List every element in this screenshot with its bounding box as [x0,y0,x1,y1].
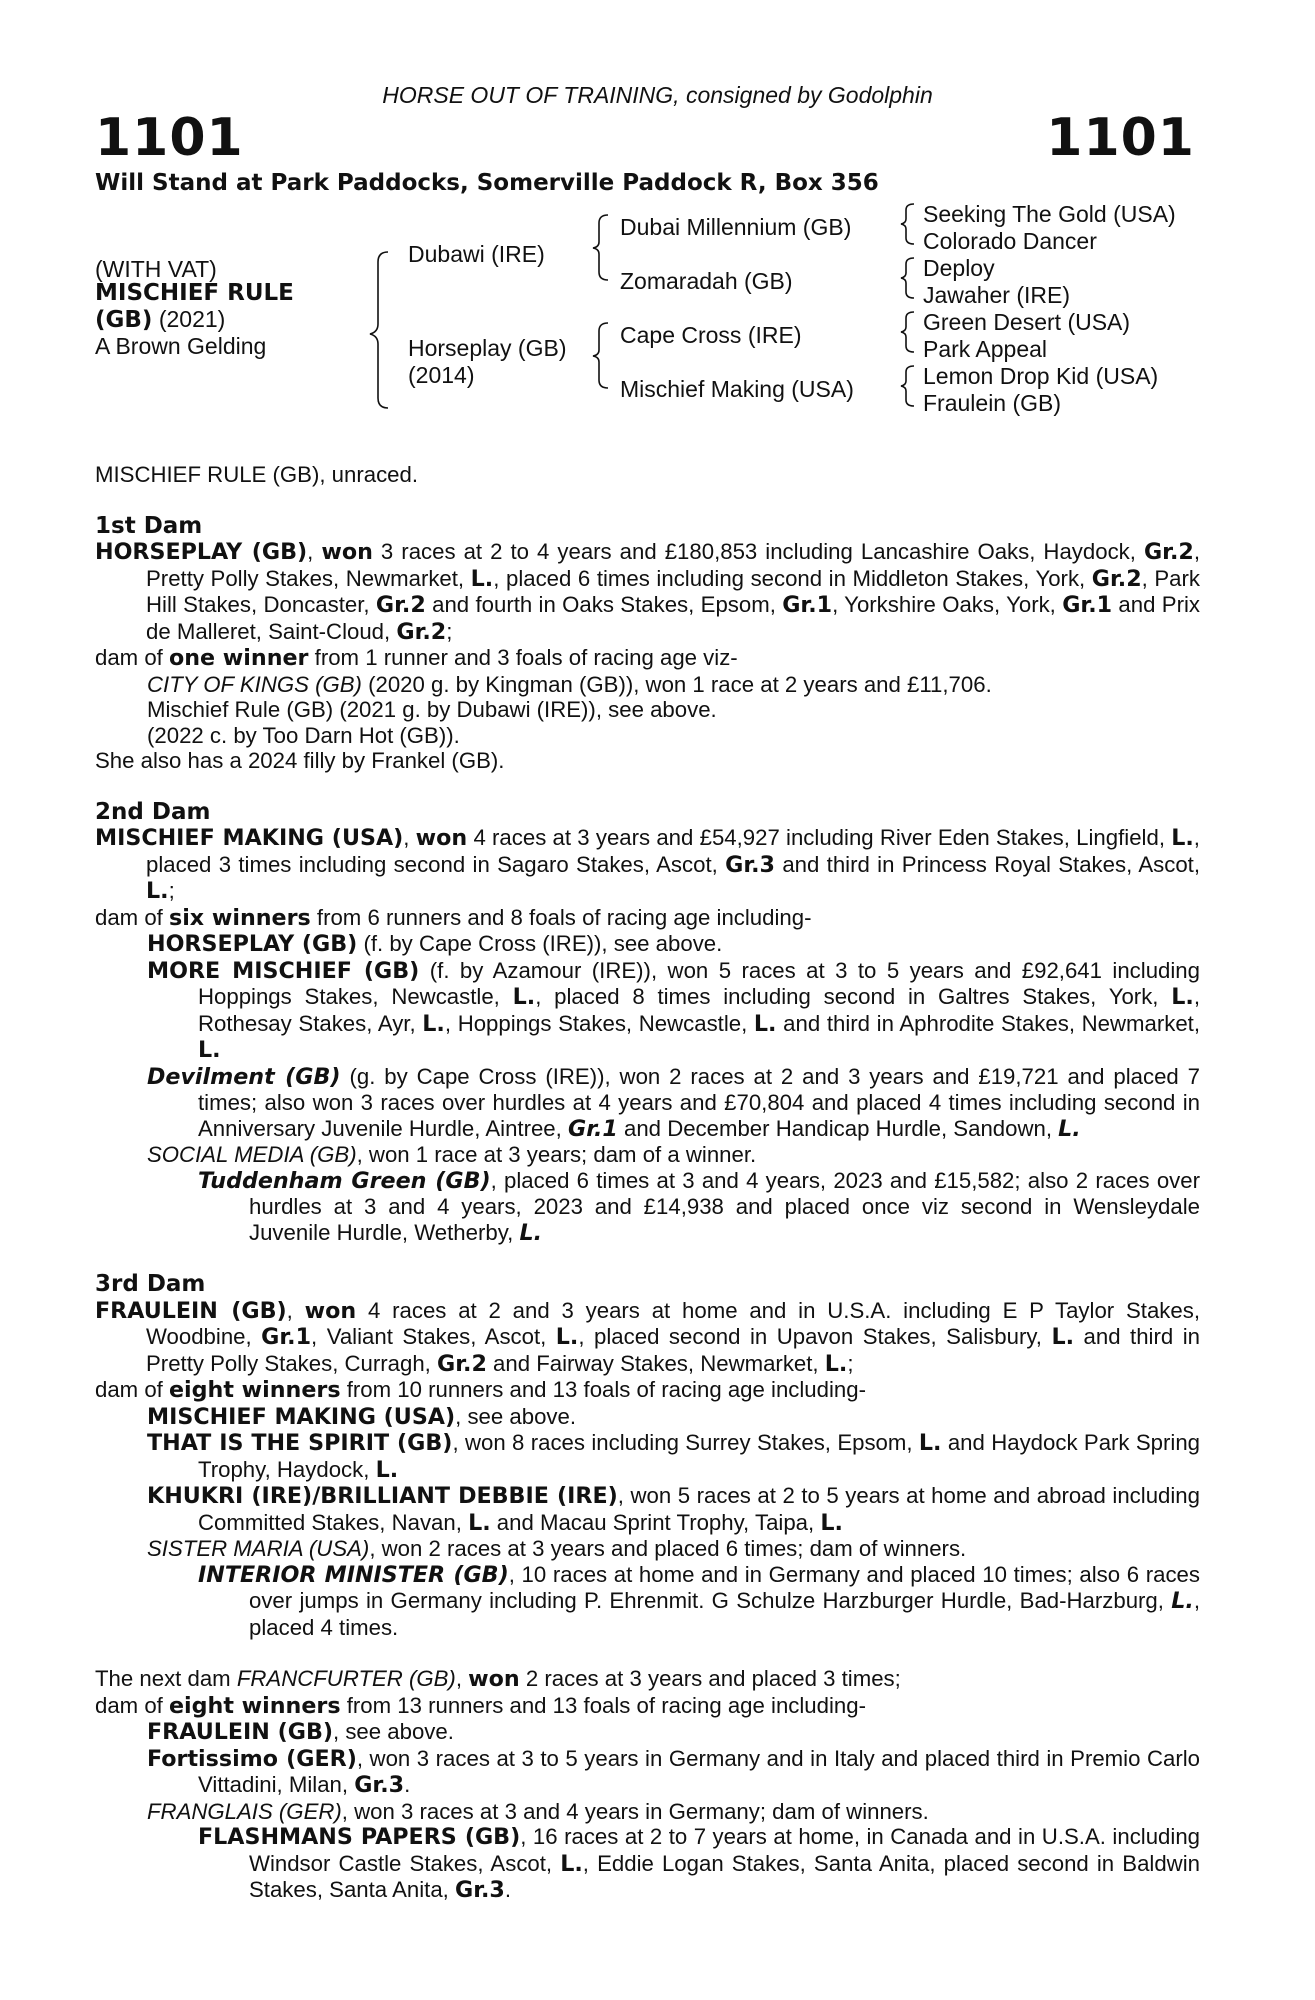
catalogue-body [95,462,1200,1904]
bracket-sire [593,215,608,280]
second-dam-heading: 2nd Dam [95,798,211,825]
horse-race-record: MISCHIEF RULE (GB), unraced. [95,462,419,487]
ped-sss: Seeking The Gold (USA) [923,201,1176,227]
third-dam-record: FRAULEIN (GB), won 4 races at 2 and 3 years at home and in U.S.A. including E P Taylor Stakes, Woodbine, Gr.1, Valiant Stakes, Ascot, L., placed second in Upavon Stakes, Salisbury, L. and third in Pretty Polly Stakes, Curragh, Gr.2 and Fairway Stakes, Newmarket, L.; [95,1297,1200,1377]
dam-year: (2014) [408,362,475,388]
bracket-ds [901,312,914,352]
dam: Horseplay (GB) [408,335,567,361]
first-dam-record: HORSEPLAY (GB), won 3 races at 2 to 4 years and £180,853 including Lancashire Oaks, Haydock, Gr.2, Pretty Polly Stakes, Newmarket, L., placed 6 times including second in Middleton Stakes, York, Gr.2, Park Hill Stakes, Doncaster, Gr.2 and fourth in Oaks Stakes, Epsom, Gr.1, Yorkshire Oaks, York, Gr.1 and Prix de Malleret, Saint-Cloud, Gr.2; [95,539,1200,645]
horse-name: MISCHIEF RULE [95,280,294,306]
grandfoal-interior-minister: INTERIOR MINISTER (GB), 10 races at home and in Germany and placed 10 times; also 6 races over jumps in Germany including P. Ehrenmit. G Schulze Harzburger Hurdle, Bad-Harzburg, L., placed 4 times. [198,1561,1200,1640]
ped-ddd: Fraulein (GB) [923,390,1062,416]
fourth-dam-produce-summary: dam of eight winners from 13 runners and 13 foals of racing age including- [95,1692,866,1719]
vat-note: (WITH VAT) [95,256,217,282]
third-dam-foal-khukri: KHUKRI (IRE)/BRILLIANT DEBBIE (IRE), won 5 races at 2 to 5 years at home and abroad including Committed Stakes, Navan, L. and Macau Sprint Trophy, Taipa, L. [147,1483,1200,1536]
first-dam-produce-summary: dam of one winner from 1 runner and 3 foals of racing age viz- [95,645,738,671]
lot-number-right: 1101 [1046,108,1195,168]
dam-sire: Cape Cross (IRE) [620,322,802,348]
ped-sdd: Jawaher (IRE) [923,282,1070,308]
third-dam-foal-that-is-the-spirit: THAT IS THE SPIRIT (GB), won 8 races including Surrey Stakes, Epsom, L. and Haydock Park Spring Trophy, Haydock, L. [147,1430,1201,1483]
ped-sds: Deploy [923,255,995,281]
stabling-location: Will Stand at Park Paddocks, Somerville Paddock R, Box 356 [95,170,879,196]
lot-number-left: 1101 [95,108,244,168]
bracket-dd [901,366,914,406]
sire: Dubawi (IRE) [408,241,545,267]
second-dam-foal-social-media: SOCIAL MEDIA (GB), won 1 race at 3 years; dam of a winner. [147,1142,757,1167]
ped-dds: Lemon Drop Kid (USA) [923,363,1159,389]
grandfoal-tuddenham-green: Tuddenham Green (GB), placed 6 times at 3 and 4 years, 2023 and £15,582; also 2 races over hurdles at 3 and 4 years, 2023 and £14,938 and placed once viz second in Wensleydale Juvenile Hurdle, Wetherby, L. [198,1167,1200,1246]
third-dam-foal-mischief-making: MISCHIEF MAKING (USA), see above. [147,1403,577,1430]
first-dam-foal-2022: (2022 c. by Too Darn Hot (GB)). [147,722,460,748]
first-dam-foal-mischief-rule: Mischief Rule (GB) (2021 g. by Dubawi (IRE)), see above. [147,697,717,722]
fourth-dam-foal-fraulein: FRAULEIN (GB), see above. [147,1719,454,1745]
grandfoal-flashmans-papers: FLASHMANS PAPERS (GB), 16 races at 2 to 7 years at home, in Canada and in U.S.A. including Windsor Castle Stakes, Ascot, L., Eddie Logan Stakes, Santa Anita, placed second in Baldwin Stakes, Santa Anita, Gr.3. [198,1824,1200,1903]
third-dam-produce-summary: dam of eight winners from 10 runners and 13 foals of racing age including- [95,1377,866,1403]
third-dam-heading: 3rd Dam [95,1271,206,1297]
first-dam-filly-note: She also has a 2024 filly by Frankel (GB). [95,748,505,773]
bracket-dam [593,323,608,388]
pedigree-brackets [0,0,1315,420]
bracket-main [370,252,388,408]
second-dam-foal-more-mischief: MORE MISCHIEF (GB) (f. by Azamour (IRE)), won 5 races at 3 to 5 years and £92,641 including Hoppings Stakes, Newcastle, L., placed 8 times including second in Galtres Stakes, York, L., Rothesay Stakes, Ayr, L., Hoppings Stakes, Newcastle, L. and third in Aphrodite Stakes, Newmarket, L. [147,957,1200,1063]
second-dam-produce-summary: dam of six winners from 6 runners and 8 foals of racing age including- [95,904,812,931]
second-dam-foal-devilment: Devilment (GB) (g. by Cape Cross (IRE)), won 2 races at 2 and 3 years and £19,721 and placed 7 times; also won 3 races over hurdles at 4 years and £70,804 and placed 4 times including second in Anniversary Juvenile Hurdle, Aintree, Gr.1 and December Handicap Hurdle, Sandown, L. [147,1063,1200,1142]
bracket-sd [901,258,914,298]
third-dam-foal-sister-maria: SISTER MARIA (USA), won 2 races at 3 years and placed 6 times; dam of winners. [147,1536,967,1561]
bracket-ss [901,204,914,244]
dam-dam: Mischief Making (USA) [620,376,854,402]
sire-sire: Dubai Millennium (GB) [620,214,852,240]
ped-dss: Green Desert (USA) [923,309,1131,335]
first-dam-foal-city-of-kings: CITY OF KINGS (GB) (2020 g. by Kingman (GB)), won 1 race at 2 years and £11,706. [147,671,992,697]
horse-year: (2021) [152,306,226,332]
consignment-header: HORSE OUT OF TRAINING, consigned by Godolphin [382,82,933,108]
horse-country: (GB) [95,307,153,333]
second-dam-record: MISCHIEF MAKING (USA), won 4 races at 3 years and £54,927 including River Eden Stakes, Lingfield, L., placed 3 times including second in Sagaro Stakes, Ascot, Gr.3 and third in Princess Royal Stakes, Ascot, L.; [95,825,1201,904]
second-dam-foal-horseplay: HORSEPLAY (GB) (f. by Cape Cross (IRE)), see above. [147,931,723,957]
fourth-dam-record: The next dam FRANCFURTER (GB), won 2 races at 3 years and placed 3 times; [95,1666,901,1692]
ped-ssd: Colorado Dancer [923,228,1097,254]
horse-description: A Brown Gelding [95,333,267,359]
sire-dam: Zomaradah (GB) [620,268,793,294]
ped-dsd: Park Appeal [923,336,1048,362]
fourth-dam-foal-fortissimo: Fortissimo (GER), won 3 races at 3 to 5 years in Germany and in Italy and placed third in Premio Carlo Vittadini, Milan, Gr.3. [147,1745,1200,1798]
fourth-dam-foal-franglais: FRANGLAIS (GER), won 3 races at 3 and 4 years in Germany; dam of winners. [147,1798,929,1824]
first-dam-heading: 1st Dam [95,512,203,539]
